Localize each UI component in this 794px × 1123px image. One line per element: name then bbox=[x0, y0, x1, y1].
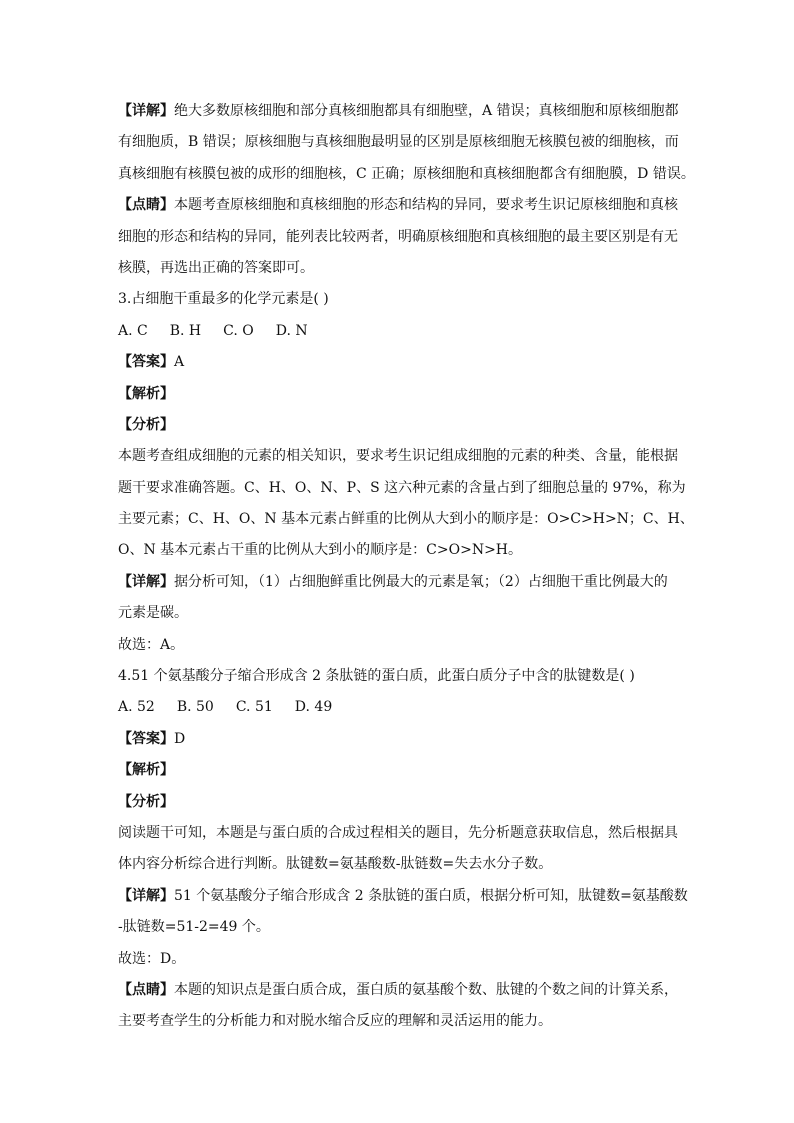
option-a: A. C bbox=[118, 322, 148, 339]
line-text: 阅读题干可知，本题是与蛋白质的合成过程相关的题目，先分析题意获取信息，然后根据具 bbox=[118, 824, 678, 841]
question-4 bbox=[118, 661, 678, 692]
section-label: 【解析】 bbox=[118, 385, 174, 402]
text-line bbox=[118, 159, 695, 190]
line-text: 核膜，再选出正确的答案即可。 bbox=[118, 259, 314, 276]
text-line bbox=[118, 598, 678, 629]
option-b: B. 50 bbox=[176, 699, 214, 716]
option-a: A. 52 bbox=[118, 699, 155, 716]
line-text: 体内容分析综合进行判断。肽键数=氨基酸数-肽链数=失去水分子数。 bbox=[118, 856, 553, 873]
section-label: 【答案】 bbox=[118, 730, 174, 747]
section-label: 【分析】 bbox=[118, 416, 174, 433]
answer-value: A bbox=[174, 354, 185, 371]
section-label: 【答案】 bbox=[118, 354, 174, 371]
section-label: 【点睛】 bbox=[118, 981, 174, 998]
section-label: 【分析】 bbox=[118, 793, 174, 810]
document-page bbox=[118, 96, 695, 1038]
section-label: 【解析】 bbox=[118, 762, 174, 779]
text-line bbox=[118, 912, 678, 943]
line-text: O、N 基本元素占干重的比例从大到小的顺序是：C>O>N>H。 bbox=[118, 542, 523, 559]
line-text: 51 个氨基酸分子缩合形成含 2 条肽链的蛋白质，根据分析可知，肽键数=氨基酸数 bbox=[174, 887, 688, 904]
text-line bbox=[118, 787, 678, 818]
section-label: 【详解】 bbox=[118, 573, 174, 590]
line-text: 题干要求准确答题。C、H、O、N、P、S 这六种元素的含量占到了细胞总量的 97%，称为 bbox=[118, 479, 686, 496]
section-label: 【详解】 bbox=[118, 103, 174, 119]
text-line bbox=[118, 1006, 678, 1037]
line-text: -肽链数=51-2=49 个。 bbox=[118, 919, 270, 936]
answer-line bbox=[118, 347, 678, 378]
line-text: 故选：A。 bbox=[118, 636, 185, 653]
text-line bbox=[118, 849, 678, 880]
line-text: 故选：D。 bbox=[118, 950, 186, 967]
line-text: 主要元素；C、H、O、N 基本元素占鲜重的比例从大到小的顺序是：O>C>H>N；C、H、 bbox=[118, 511, 694, 528]
text-line bbox=[118, 410, 678, 441]
section-label: 【详解】 bbox=[118, 887, 174, 904]
question-4-options bbox=[118, 692, 678, 723]
answer-line bbox=[118, 724, 678, 755]
question-text: 3.占细胞干重最多的化学元素是( ) bbox=[118, 291, 329, 308]
question-3-options bbox=[118, 316, 678, 347]
text-line bbox=[118, 567, 678, 598]
text-line bbox=[118, 190, 678, 221]
answer-value: D bbox=[174, 730, 186, 747]
option-c: C. 51 bbox=[235, 699, 273, 716]
text-line bbox=[118, 253, 678, 284]
option-c: C. O bbox=[223, 322, 254, 339]
text-line bbox=[118, 222, 678, 253]
line-text: 元素是碳。 bbox=[118, 605, 188, 622]
line-text: 细胞的形态和结构的异同，能列表比较两者，明确原核细胞和真核细胞的最主要区别是有无 bbox=[118, 228, 678, 245]
question-3 bbox=[118, 284, 678, 315]
line-text: 本题考查原核细胞和真核细胞的形态和结构的异同，要求考生识记原核细胞和真核 bbox=[174, 197, 678, 214]
option-d: D. 49 bbox=[294, 699, 333, 716]
text-line bbox=[118, 535, 678, 566]
text-line bbox=[118, 127, 678, 158]
line-text: 本题考查组成细胞的元素的相关知识，要求考生识记组成细胞的元素的种类、含量，能根据 bbox=[118, 448, 678, 465]
text-line bbox=[118, 755, 678, 786]
line-text: 据分析可知，（1）占细胞鲜重比例最大的元素是氧；（2）占细胞干重比例最大的 bbox=[174, 573, 668, 590]
text-line bbox=[118, 473, 686, 504]
text-line bbox=[118, 441, 678, 472]
line-text: 真核细胞有核膜包被的成形的细胞核，C 正确；原核细胞和真核细胞都含有细胞膜，D 错误。 bbox=[118, 165, 695, 182]
text-line bbox=[118, 818, 678, 849]
text-line bbox=[118, 944, 678, 975]
text-line bbox=[118, 630, 678, 661]
text-line bbox=[118, 96, 678, 127]
line-text: 本题的知识点是蛋白质合成，蛋白质的氨基酸个数、肽键的个数之间的计算关系， bbox=[174, 981, 678, 998]
line-text: 主要考查学生的分析能力和对脱水缩合反应的理解和灵活运用的能力。 bbox=[118, 1013, 552, 1030]
line-text: 绝大多数原核细胞和部分真核细胞都具有细胞壁，A 错误；真核细胞和原核细胞都 bbox=[174, 103, 679, 119]
text-line bbox=[118, 975, 678, 1006]
line-text: 有细胞质，B 错误；原核细胞与真核细胞最明显的区别是原核细胞无核膜包被的细胞核，而 bbox=[118, 134, 679, 151]
option-d: D. N bbox=[275, 322, 308, 339]
text-line bbox=[118, 379, 678, 410]
section-label: 【点睛】 bbox=[118, 197, 174, 214]
text-line bbox=[118, 881, 688, 912]
question-text: 4.51 个氨基酸分子缩合形成含 2 条肽链的蛋白质，此蛋白质分子中含的肽键数是( ) bbox=[118, 668, 635, 685]
option-b: B. H bbox=[169, 322, 202, 339]
text-line bbox=[118, 504, 694, 535]
